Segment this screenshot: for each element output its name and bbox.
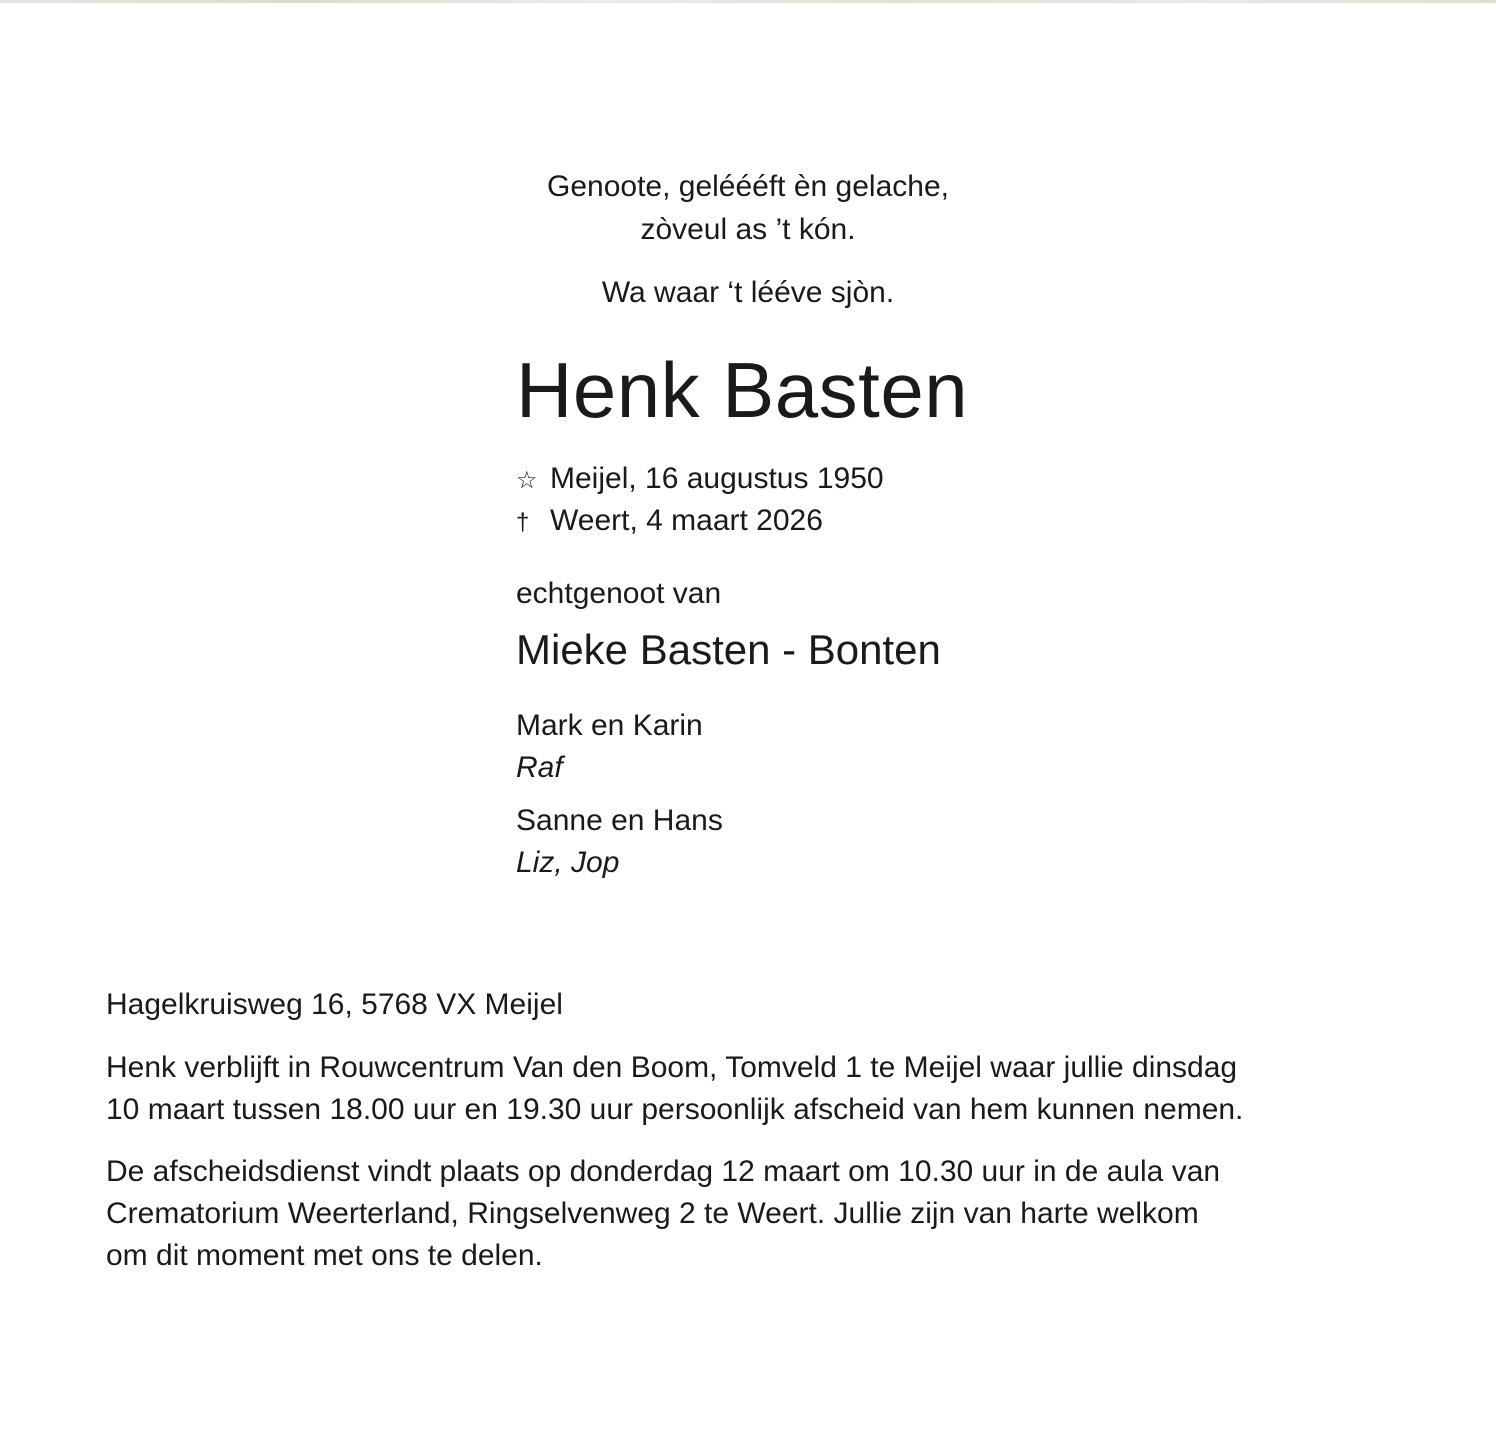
service-line: De afscheidsdienst vindt plaats op donderdag 12 maart om 10.30 uur in de aula van — [106, 1155, 1221, 1188]
motto-line-2: zòveul as ’t kón. — [640, 213, 856, 246]
motto-line-1: Genoote, geléééft èn gelache, — [547, 170, 949, 203]
motto-line-3: Wa waar ‘t lééve sjòn. — [601, 276, 895, 309]
birth-line — [516, 459, 884, 501]
deceased-name: Henk Basten — [516, 346, 969, 434]
viewing-paragraph — [106, 1047, 1406, 1131]
death-place-date: Weert, 4 maart 2026 — [550, 504, 823, 537]
grandchildren: Raf — [516, 751, 563, 784]
service-line: om dit moment met ons te delen. — [106, 1239, 543, 1272]
birth-place-date: Meijel, 16 augustus 1950 — [550, 462, 884, 495]
cross-icon: † — [516, 509, 530, 536]
spouse-name: Mieke Basten - Bonten — [516, 626, 941, 673]
service-line: Crematorium Weerterland, Ringselvenweg 2 te Weert. Jullie zijn van harte welkom — [106, 1197, 1199, 1230]
decorative-top-border — [0, 0, 1496, 3]
death-line — [516, 501, 823, 543]
home-address: Hagelkruisweg 16, 5768 VX Meijel — [106, 988, 563, 1021]
viewing-line: Henk verblijft in Rouwcentrum Van den Boom, Tomveld 1 te Meijel waar jullie dinsdag — [106, 1051, 1238, 1084]
spouse-intro: echtgenoot van — [516, 577, 722, 610]
children-pair: Mark en Karin — [516, 709, 703, 742]
star-icon: ☆ — [516, 467, 538, 494]
children-pair: Sanne en Hans — [516, 804, 723, 837]
viewing-line: 10 maart tussen 18.00 uur en 19.30 uur persoonlijk afscheid van hem kunnen nemen. — [106, 1093, 1244, 1126]
service-paragraph — [106, 1151, 1406, 1277]
grandchildren: Liz, Jop — [516, 846, 620, 879]
